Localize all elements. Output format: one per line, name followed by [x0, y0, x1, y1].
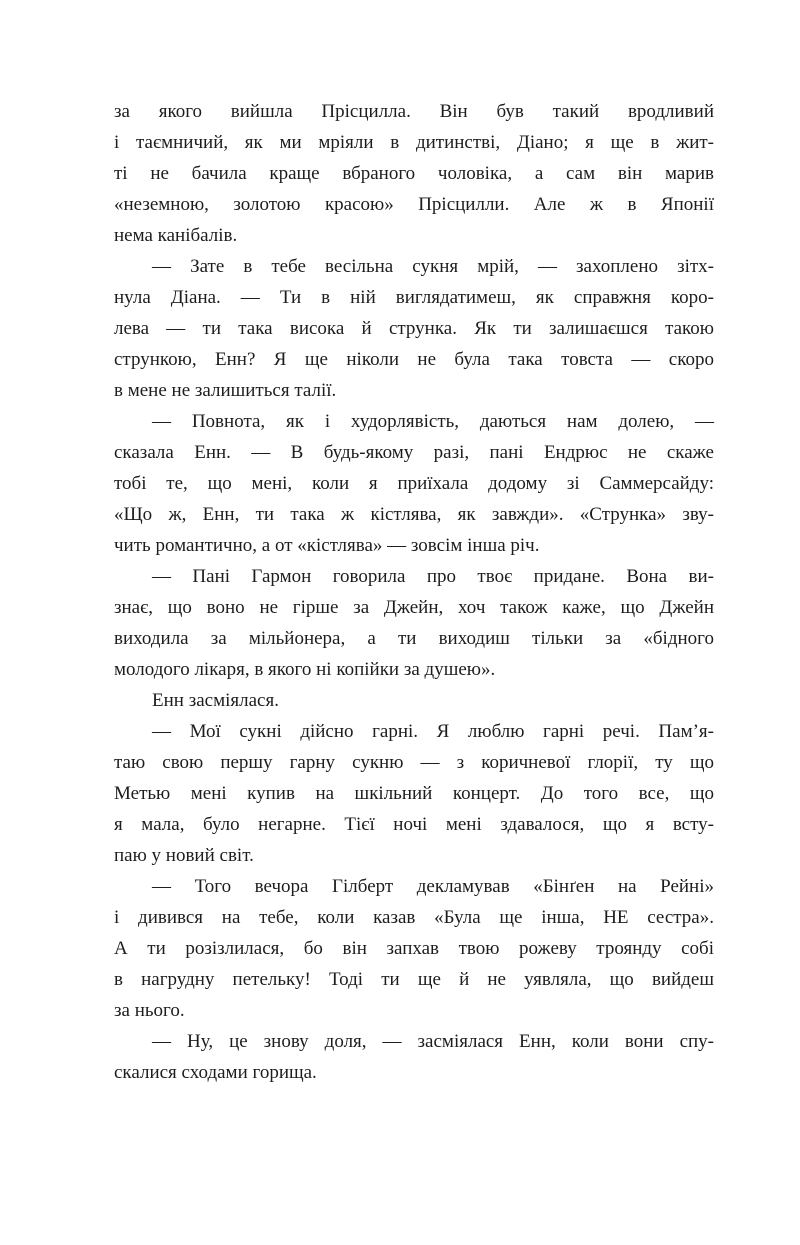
text-line: знає, що воно не гірше за Джейн, хоч також каже, що Джейн [114, 597, 714, 618]
text-line: і таємничий, як ми мріяли в дитинстві, Діано; я ще в жит- [114, 132, 714, 153]
page-text [114, 96, 714, 1088]
text-line: — Зате в тебе весільна сукня мрій, — захоплено зітх- [152, 256, 714, 277]
text-line: сказала Енн. — В будь-якому разі, пані Ендрюс не скаже [114, 442, 714, 463]
text-line: чить романтично, а от «кістлява» — зовсім інша річ. [114, 535, 540, 556]
text-line: нула Діана. — Ти в ній виглядатимеш, як справжня коро- [114, 287, 714, 308]
text-line: таю свою першу гарну сукню — з коричневої глорії, ту що [114, 752, 714, 773]
text-line: Енн засміялася. [152, 690, 279, 711]
text-line: в мене не залишиться талії. [114, 380, 337, 401]
text-line: — Пані Гармон говорила про твоє придане. Вона ви- [152, 566, 714, 587]
text-line: і дивився на тебе, коли казав «Була ще інша, НЕ сестра». [114, 907, 714, 928]
text-line: я мала, було негарне. Тієї ночі мені здавалося, що я всту- [114, 814, 714, 835]
text-line: за нього. [114, 1000, 185, 1021]
text-line: за якого вийшла Прісцилла. Він був такий вродливий [114, 101, 714, 122]
text-line: — Мої сукні дійсно гарні. Я люблю гарні речі. Пам’я- [152, 721, 714, 742]
text-line: Метью мені купив на шкільний концерт. До того все, що [114, 783, 714, 804]
text-line: ті не бачила краще вбраного чоловіка, а сам він марив [114, 163, 714, 184]
text-line: нема канібалів. [114, 225, 238, 246]
text-line: молодого лікаря, в якого ні копійки за душею». [114, 659, 496, 680]
text-line: «Що ж, Енн, ти така ж кістлява, як завжди». «Струнка» зву- [114, 504, 714, 525]
text-line: виходила за мільйонера, а ти виходиш тільки за «бідного [114, 628, 714, 649]
text-line: паю у новий світ. [114, 845, 254, 866]
text-line: А ти розізлилася, бо він запхав твою рожеву троянду собі [114, 938, 714, 959]
text-line: — Ну, це знову доля, — засміялася Енн, коли вони спу- [152, 1031, 714, 1052]
text-line: в нагрудну петельку! Тоді ти ще й не уявляла, що вийдеш [114, 969, 714, 990]
text-line: скалися сходами горища. [114, 1062, 317, 1083]
text-line: «неземною, золотою красою» Прісцилли. Але ж в Японії [114, 194, 714, 215]
text-line: — Повнота, як і худорлявість, даються нам долею, — [152, 411, 714, 432]
text-line: тобі те, що мені, коли я приїхала додому зі Саммерсайду: [114, 473, 714, 494]
text-line: стрункою, Енн? Я ще ніколи не була така товста — скоро [114, 349, 714, 370]
text-line: лева — ти така висока й струнка. Як ти залишаєшся такою [114, 318, 714, 339]
text-line: — Того вечора Гілберт декламував «Бінґен на Рейні» [152, 876, 714, 897]
